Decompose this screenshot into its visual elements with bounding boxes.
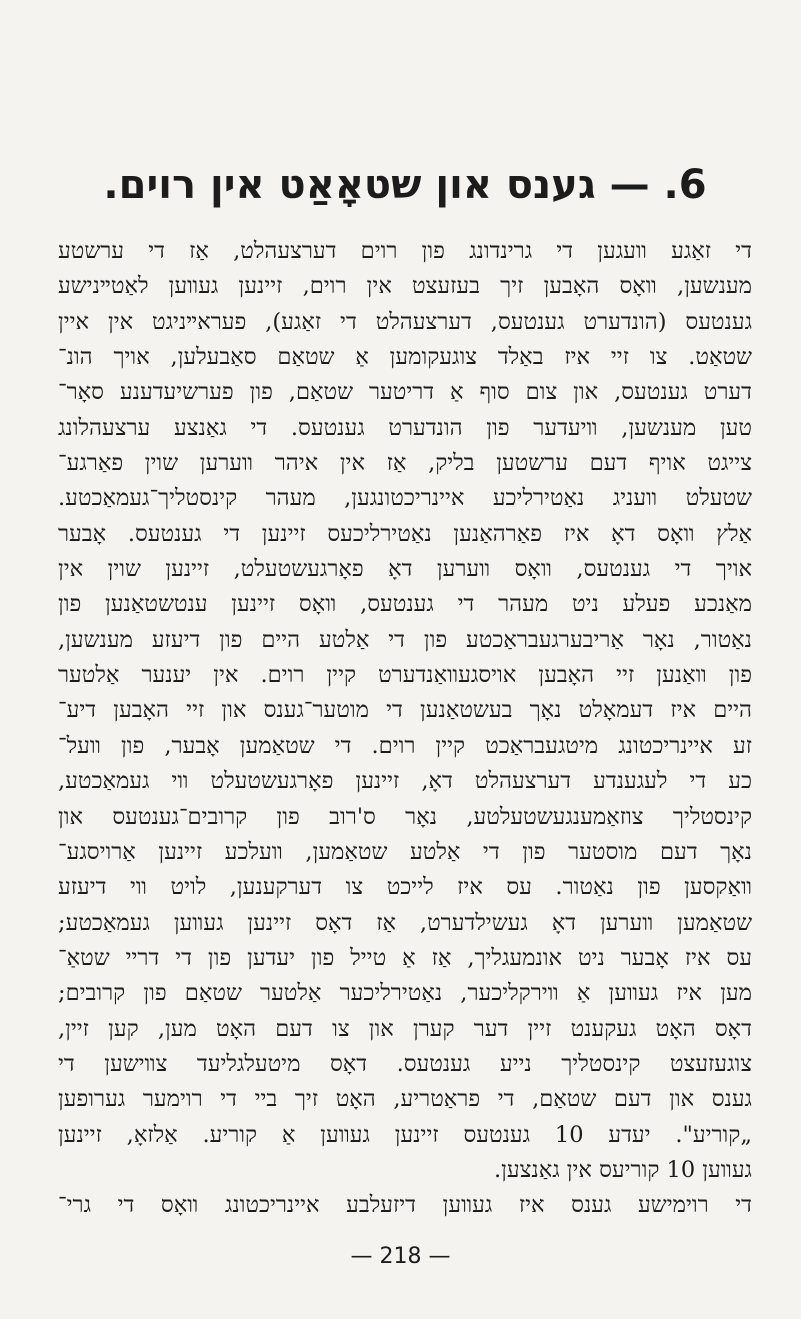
text-line: שטאַמען װערען דאָ געשילדערט, אַז דאָס זיינען געװען געמאַכטע; [58,909,752,936]
text-line: מען איז געװען אַ װירקליכער, נאַטירליכער אַלטער שטאַם פון קרובים; [58,980,752,1007]
text-line: געװען 10 קוריעס אין גאַנצען. [493,1156,752,1183]
text-line: די זאַגע װעגען די גרינדונג פון רוים דערצעהלט, אַז די ערשטע [58,238,752,264]
text-line: דאָס האָט געקענט זיין דער קערן און צו דעם האָט מען, קען זיין, [58,1015,752,1042]
text-line: זע איינריכטונג מיטגעבראַכט קיין רוים. די שטאַמען אָבער, פון װעל־ [58,732,752,759]
text-line: מאַנכע פעלע ניט מעהר די גענטעס, װאָס זיינען ענטשטאַנען פון [58,591,752,618]
text-line: דערט גענטעס, און צום סוף אַ דריטער שטאַם, פון פערשיעדענע סאָר־ [58,379,752,406]
body-text [58,234,752,1224]
text-line: נאָך דעם מוסטער פון די אַלטע שטאַמען, װעלכע זיינען אַרויסגע־ [58,838,752,865]
text-line: נאַטור, נאָר אַריבערגעבראַכטע פון די אַלטע היים פון דיעזע מענשען, [58,626,752,653]
chapter-heading: 6. — גענס און שטאָאַט אין רוים. [103,162,707,208]
text-line: אַלץ װאָס דאָ איז פאַרהאַנען נאַטירליכעס זיינען די גענטעס. אָבער [58,520,752,547]
text-line: כע די לעגענדע דערצעהלט דאָ, זיינען פאָרגעשטעלט װי געמאַכטע, [58,768,752,795]
text-line: גענטעס (הונדערט גענטעס, דערצעהלט די זאַגע), פעראײניגט אין איין [58,308,752,335]
text-line: היים איז דעמאָלט נאָך בעשטאַנען די מוטער־גענס און זיי האָבען דיע־ [58,697,752,724]
text-line: שטאַט. צו זיי איז באַלד צוגעקומען אַ שטאַם סאַבעלען, אויך הונ־ [58,344,752,371]
text-line: קינסטליך צוזאַמענגעשטעלטע, נאָר ס'רוב פון קרובים־גענטעס און [58,803,752,830]
text-line: אויך די גענטעס, װאָס װערען דאָ פאָרגעשטעלט, זיינען שוין אין [58,556,752,583]
text-line: װאַקסען פון נאַטור. עס איז לייכט צו דערקענען, לויט װי דיעזע [58,874,752,901]
text-line: צוגעזעצט קינסטליך נייע גענטעס. דאָס מיטעלגליעד צװישען די [58,1050,752,1077]
text-line: גענס און דעם שטאַם, די פראַטריע, האָט זיך ביי די רוימער גערופען [58,1086,752,1113]
text-line: טען מענשען, װיעדער פון הונדערט גענטעס. די גאַנצע ערצעהלונג [58,414,752,441]
text-line: שטעלט װעניג נאַטירליכע איינריכטונגען, מעהר קינסטליך־געמאַכטע. [58,485,752,512]
page-number: — 218 — [350,1244,451,1269]
text-line: די רוימישע גענס איז געװען דיזעלבע איינריכטונג װאָס די גרי־ [58,1192,752,1219]
text-line: מענשען, װאָס האָבען זיך בעזעצט אין רוים, זיינען געװען לאַטײנישע [58,273,752,300]
text-line: „קוריע". יעדע 10 גענטעס זיינען געװען אַ קוריע. אַלזאָ, זיינען [58,1121,752,1148]
text-line: עס איז אָבער ניט אונמעגליך, אַז אַ טייל פון יעדען פון די דריי שטאַ־ [58,944,752,971]
text-line: צייגט אויף דעם ערשטען בליק, אַז אין איהר װערען שוין פאַרגע־ [58,450,752,477]
text-line: פון װאַנען זיי האָבען אויסגעװאַנדערט קיין רוים. אין יענער אַלטער [58,662,752,689]
